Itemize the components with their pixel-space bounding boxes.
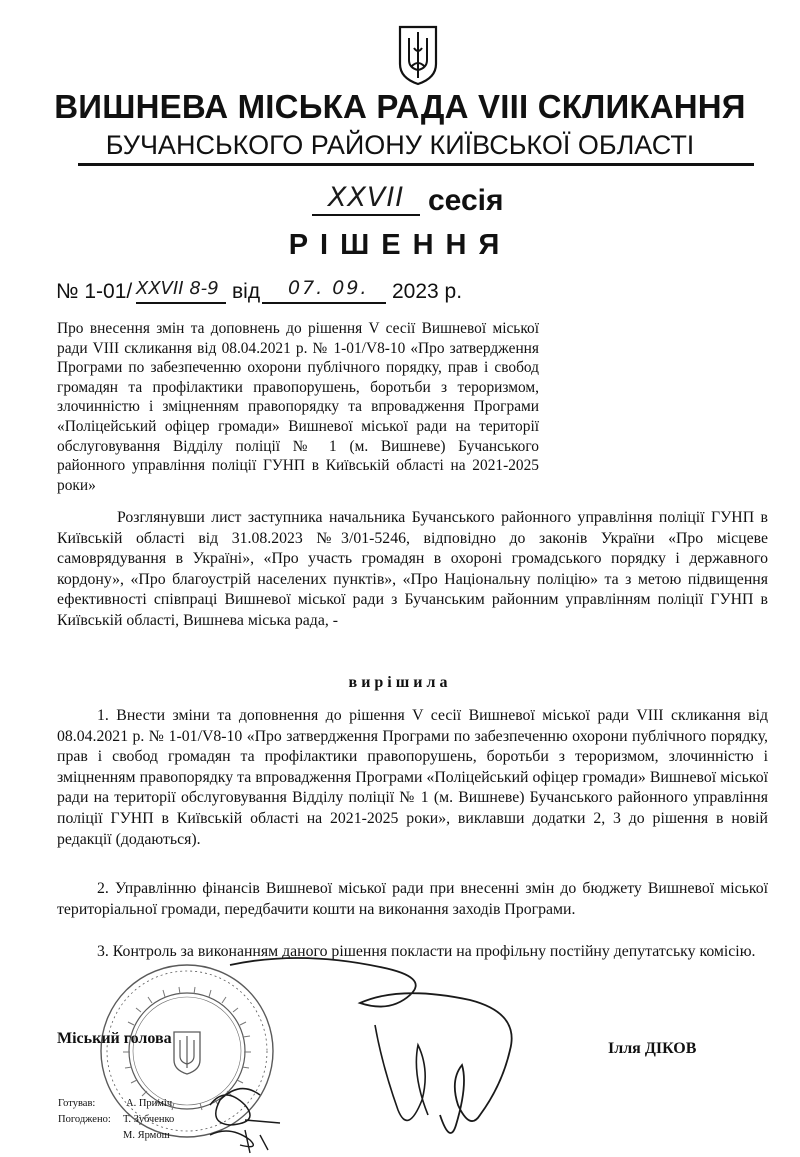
session-label: сесія bbox=[428, 184, 504, 217]
decision-from-label: від bbox=[232, 280, 261, 303]
decision-number-prefix: № 1-01/ bbox=[56, 280, 133, 303]
mayor-title: Міський голова bbox=[57, 1030, 172, 1047]
decision-subject: Про внесення змін та доповнень до рішення V сесії Вишневої міської ради VIII скликання від 08.04.2021 р. № 1-01/V8-10 «Про затвердження Програми по забезпеченню охорони публічного порядку, прав і свобод громадян та профілактики правопорушень, боротьби з тероризмом, злочинністю і зміцненням правопорядку та впровадження Програми «Поліцейський офіцер громади» Вишневої міської ради на території обслуговування Відділу поліції № 1 (м. Вишневе) Бучанського районного управління поліції ГУНП в Київській області на 2021-2025 роки» bbox=[57, 320, 539, 494]
handwritten-signature bbox=[150, 955, 670, 1155]
agreed-by-1: Т. Зубченко bbox=[123, 1114, 175, 1125]
session-number: XXVII bbox=[328, 182, 405, 213]
agreed-label: Погоджено: bbox=[58, 1114, 111, 1125]
resolved-heading: вирішила bbox=[348, 674, 452, 691]
decision-title: РІШЕННЯ bbox=[288, 229, 512, 261]
header-divider bbox=[78, 163, 754, 166]
district-name: БУЧАНСЬКОГО РАЙОНУ КИЇВСЬКОЇ ОБЛАСТІ bbox=[105, 130, 695, 160]
trident-icon bbox=[397, 24, 439, 86]
session-number-underline bbox=[312, 214, 420, 216]
decision-number-value: XXVII 8-9 bbox=[136, 278, 219, 299]
decision-number-line bbox=[56, 278, 776, 314]
prepared-label: Готував: bbox=[58, 1098, 96, 1109]
decision-date-underline bbox=[262, 302, 386, 304]
list-item: 3. Контроль за виконанням даного рішення покласти на профільну постійну депутатську комісію. bbox=[97, 943, 756, 960]
decision-year: 2023 р. bbox=[392, 280, 463, 303]
intro-paragraph: Розглянувши лист заступника начальника Бучанського районного управління поліції ГУНП в Київській області від 31.08.2023 №3/01-5246, відповідно до законів України «Про місцеве самоврядування в Україні», «Про участь громадян в охороні громадського порядку і державного кордону», «Про благоустрій населених пунктів», «Про Національну поліцію» та з метою підвищення ефективності співпраці Вишневої міської ради з Бучанським районним управлінням поліції ГУНП в Київській області, Вишнева міська рада, - bbox=[57, 509, 768, 629]
list-item: 2. Управлінню фінансів Вишневої міської ради при внесенні змін до бюджету Вишневої міської територіальної громади, передбачити кошти на виконання заходів Програми. bbox=[57, 880, 768, 918]
agreed-by-2: М. Ярмош bbox=[123, 1130, 170, 1141]
decision-number-underline bbox=[136, 302, 226, 304]
list-item: 1. Внести зміни та доповнення до рішення V сесії Вишневої міської ради VIII скликання від 08.04.2021 р. № 1-01/V8-10 «Про затвердження Програми по забезпеченню охорони публічного порядку, прав і свобод громадян та профілактики правопорушень, боротьби з тероризмом, злочинністю і зміцненням правопорядку та впровадження Програми «Поліцейський офіцер громади» Вишневої міської ради на території обслуговування Відділу поліції № 1 (м. Вишневе) Бучанського районного управління поліції ГУНП в Київській області на 2021-2025 роки», виклавши додатки 2, 3 до рішення в новій редакції (додаються). bbox=[57, 707, 768, 848]
mayor-name: Ілля ДІКОВ bbox=[608, 1040, 697, 1057]
council-name: ВИШНЕВА МІСЬКА РАДА VIII СКЛИКАННЯ bbox=[54, 88, 746, 125]
decision-date: 07. 09. bbox=[288, 277, 369, 299]
prepared-by: А. Приміч bbox=[126, 1098, 173, 1109]
